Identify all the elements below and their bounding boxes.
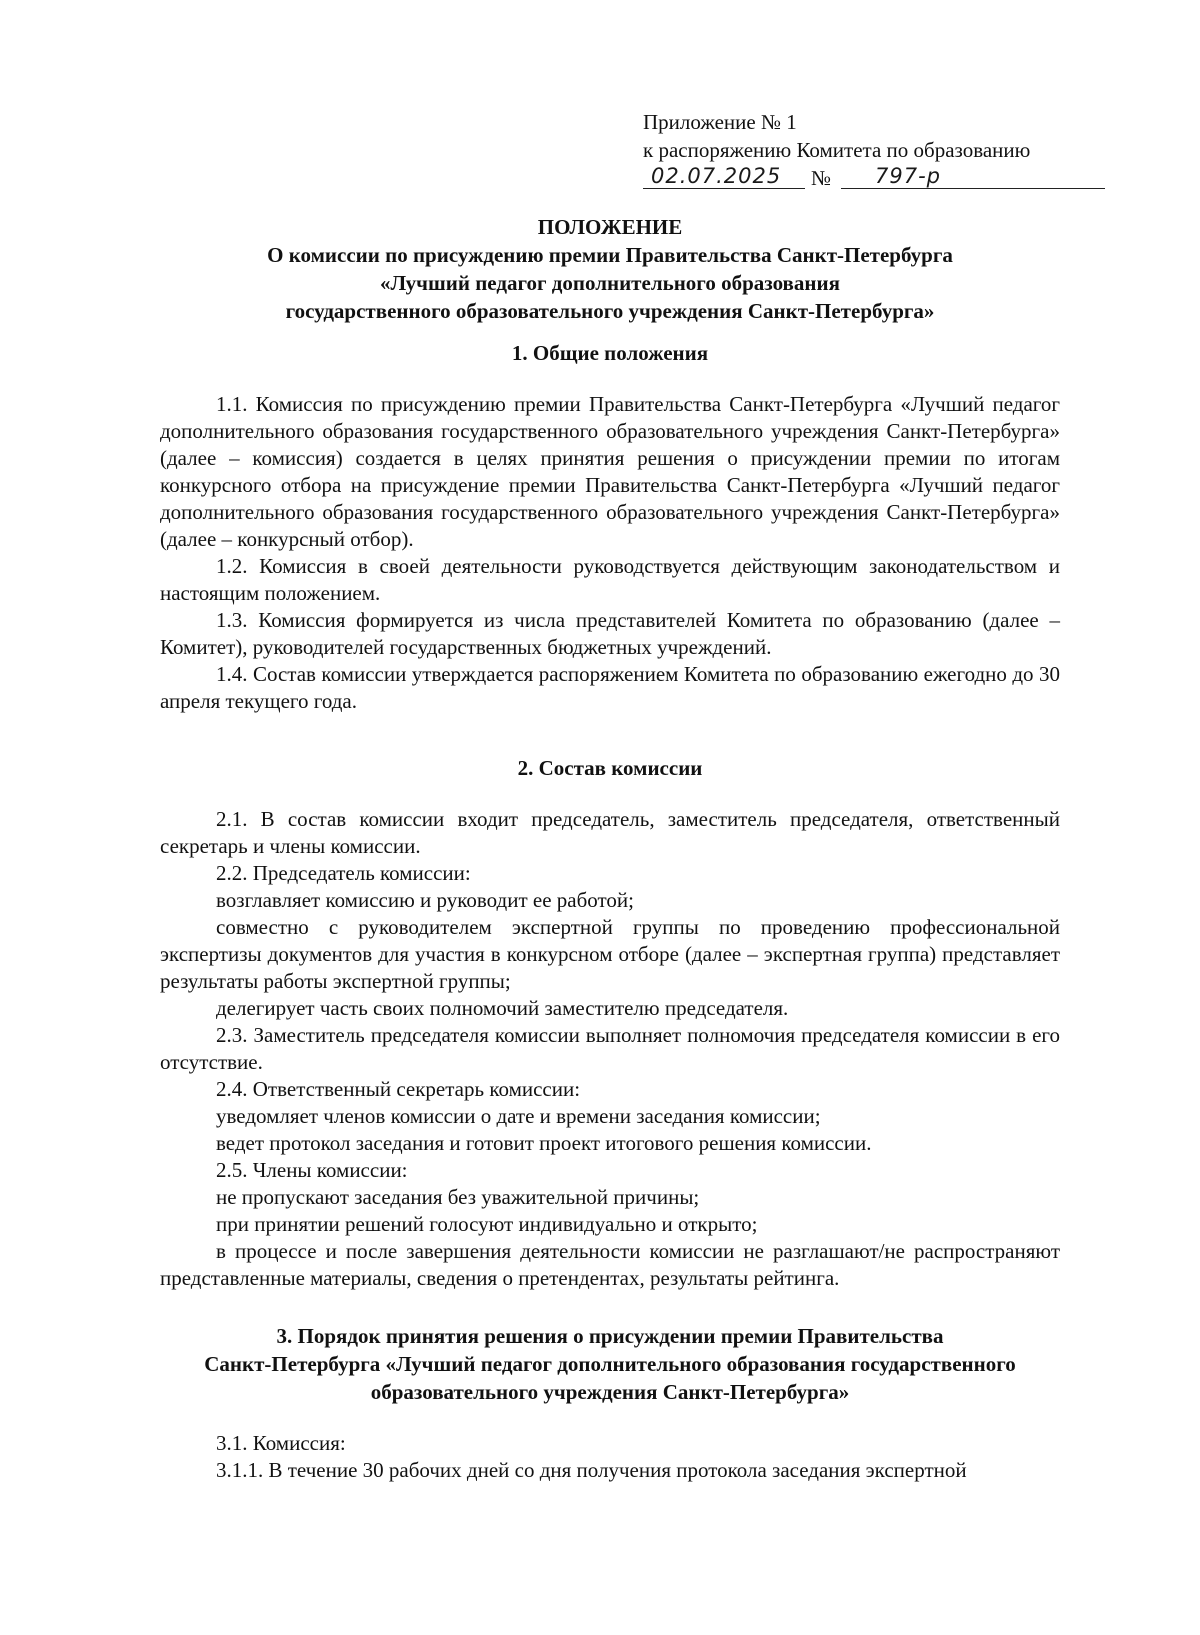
document-title bbox=[160, 213, 1060, 325]
section-3-body bbox=[160, 1430, 1060, 1484]
paragraph-2-1: 2.1. В состав комиссии входит председатель, заместитель председателя, ответственный секретарь и члены комиссии. bbox=[160, 807, 1060, 858]
date-underline bbox=[643, 188, 805, 189]
section-1-heading: 1. Общие положения bbox=[511, 341, 709, 365]
annex-line-1: Приложение № 1 bbox=[643, 110, 797, 134]
paragraph-2-5a: не пропускают заседания без уважительной причины; bbox=[216, 1185, 700, 1209]
section-3-heading bbox=[160, 1322, 1060, 1406]
section-3-heading-line-3: образовательного учреждения Санкт-Петербурга» bbox=[370, 1380, 850, 1404]
handwritten-date: 02.07.2025 bbox=[651, 164, 782, 188]
title-line-3: государственного образовательного учреждения Санкт-Петербурга» bbox=[285, 299, 935, 323]
paragraph-1-1: 1.1. Комиссия по присуждению премии Правительства Санкт-Петербурга «Лучший педагог дополнительного образования государственного образовательного учреждения Санкт-Петербурга» (далее – комиссия) создается в целях принятия решения о присуждении премии по итогам конкурсного отбора на присуждение премии Правительства Санкт-Петербурга «Лучший педагог дополнительного образования государственного образовательного учреждения Санкт-Петербурга» (далее – конкурсный отбор). bbox=[160, 392, 1060, 551]
annex-line-2: к распоряжению Комитета по образованию bbox=[643, 138, 1031, 162]
paragraph-2-2a: возглавляет комиссию и руководит ее работой; bbox=[216, 888, 634, 912]
title-line-1: О комиссии по присуждению премии Правительства Санкт-Петербурга bbox=[267, 243, 953, 267]
paragraph-2-2: 2.2. Председатель комиссии: bbox=[216, 861, 471, 885]
paragraph-2-5c: в процессе и после завершения деятельности комиссии не разглашают/не распространяют представленные материалы, сведения о претендентах, результаты рейтинга. bbox=[160, 1239, 1060, 1290]
number-sign: № bbox=[811, 166, 832, 190]
section-2-heading: 2. Состав комиссии bbox=[517, 756, 703, 780]
paragraph-2-4: 2.4. Ответственный секретарь комиссии: bbox=[216, 1077, 581, 1101]
section-1-body bbox=[160, 391, 1060, 715]
paragraph-2-3: 2.3. Заместитель председателя комиссии выполняет полномочия председателя комиссии в его отсутствие. bbox=[160, 1023, 1060, 1074]
title-line-2: «Лучший педагог дополнительного образования bbox=[380, 271, 840, 295]
section-2-body bbox=[160, 806, 1060, 1292]
paragraph-2-2b: совместно с руководителем экспертной группы по проведению профессиональной экспертизы документов для участия в конкурсном отборе (далее – экспертная группа) представляет результаты работы экспертной группы; bbox=[160, 915, 1060, 993]
annex-header bbox=[643, 108, 1103, 194]
handwritten-number: 797-р bbox=[875, 164, 941, 188]
paragraph-2-2c: делегирует часть своих полномочий заместителю председателя. bbox=[216, 996, 789, 1020]
paragraph-3-1-1: 3.1.1. В течение 30 рабочих дней со дня получения протокола заседания экспертной bbox=[216, 1458, 967, 1482]
annex-date-number-line bbox=[643, 164, 1103, 194]
paragraph-1-3: 1.3. Комиссия формируется из числа представителей Комитета по образованию (далее – Комитет), руководителей государственных бюджетных учреждений. bbox=[160, 608, 1060, 659]
paragraph-3-1: 3.1. Комиссия: bbox=[216, 1431, 346, 1455]
paragraph-1-2: 1.2. Комиссия в своей деятельности руководствуется действующим законодательством и настоящим положением. bbox=[160, 554, 1060, 605]
section-3-heading-line-1: 3. Порядок принятия решения о присуждении премии Правительства bbox=[276, 1324, 944, 1348]
paragraph-1-4: 1.4. Состав комиссии утверждается распоряжением Комитета по образованию ежегодно до 30 апреля текущего года. bbox=[160, 662, 1060, 713]
paragraph-2-4b: ведет протокол заседания и готовит проект итогового решения комиссии. bbox=[216, 1131, 872, 1155]
paragraph-2-5b: при принятии решений голосуют индивидуально и открыто; bbox=[216, 1212, 758, 1236]
title-main: ПОЛОЖЕНИЕ bbox=[537, 215, 683, 239]
paragraph-2-5: 2.5. Члены комиссии: bbox=[216, 1158, 408, 1182]
section-3-heading-line-2: Санкт-Петербурга «Лучший педагог дополнительного образования государственного bbox=[204, 1352, 1016, 1376]
paragraph-2-4a: уведомляет членов комиссии о дате и времени заседания комиссии; bbox=[216, 1104, 821, 1128]
